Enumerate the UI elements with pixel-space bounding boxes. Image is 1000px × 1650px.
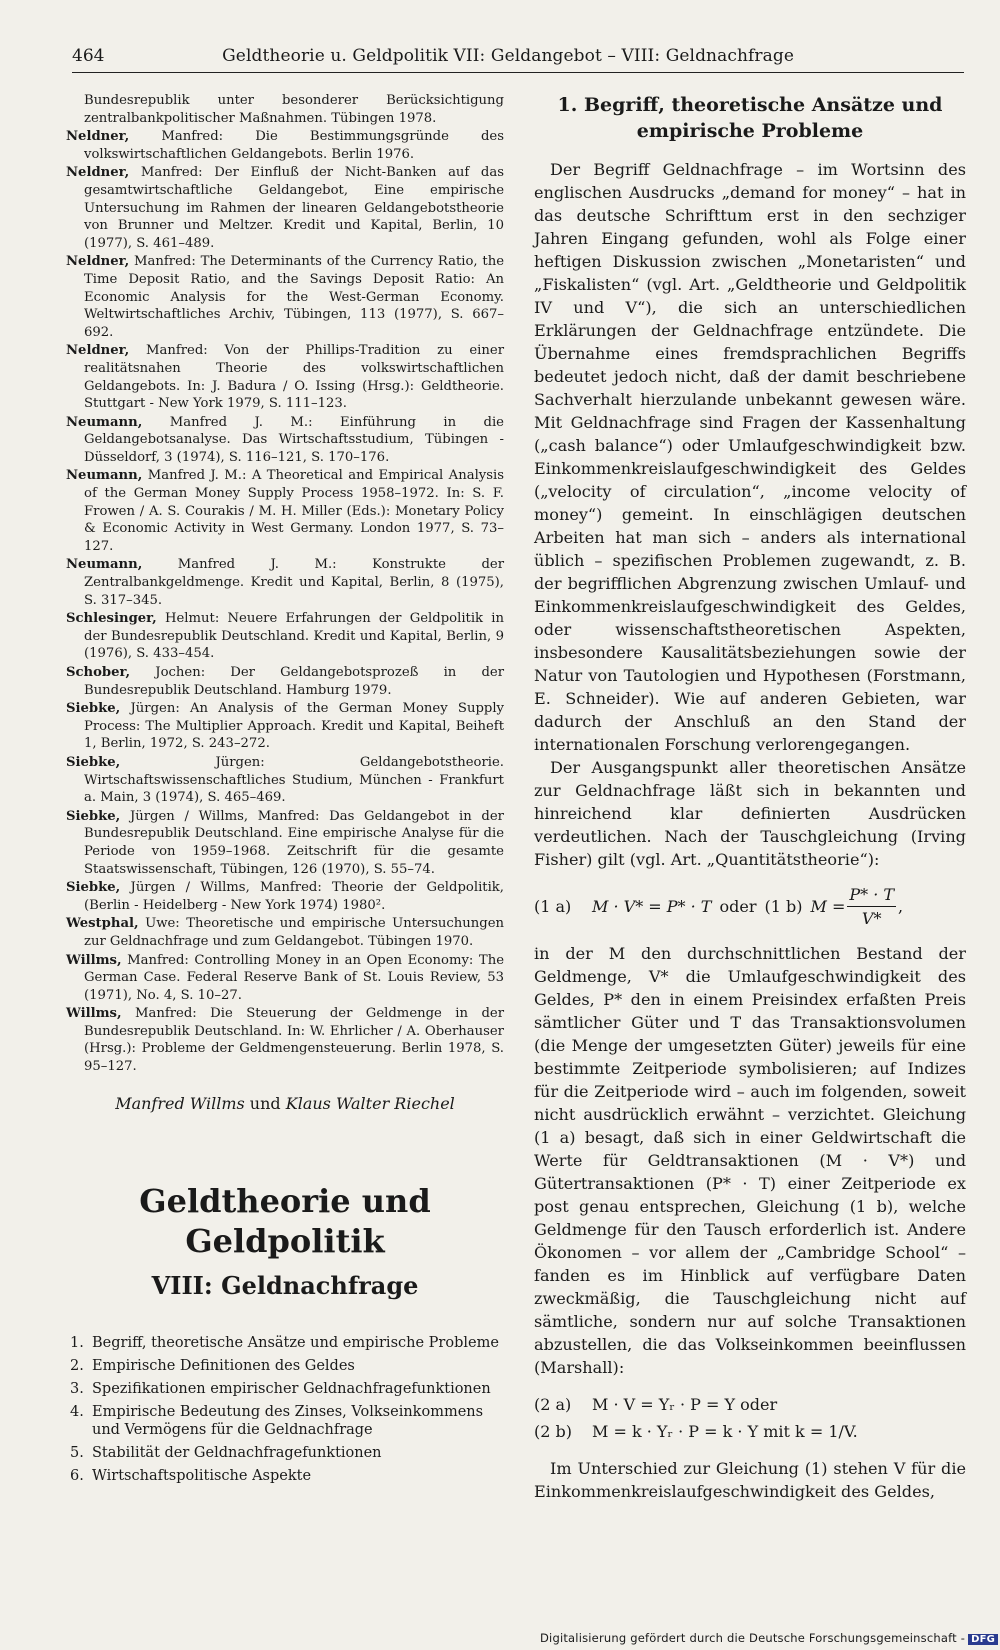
right-column <box>534 92 966 1503</box>
reference-entry <box>66 253 504 341</box>
reference-author: Neldner, <box>66 165 130 181</box>
reference-entry <box>66 342 504 412</box>
reference-list <box>66 92 504 1076</box>
reference-text: Manfred: Controlling Money in an Open Economy: The German Case. Federal Reserve Bank of St. Louis Review, 53 (1971), No. 4, S. 10–27. <box>84 952 504 1003</box>
reference-text: Manfred: Von der Phillips-Tradition zu einer realitätsnahen Theorie des volkswirtschaftlichen Geldangebots. In: J. Badura / O. Issing (Hrsg.): Geldtheorie. Stuttgart - New York 1979, S. 111–123. <box>84 343 504 412</box>
paragraph: Der Begriff Geldnachfrage – im Wortsinn des englischen Ausdrucks „demand for money“ – hat in das deutsche Schrifttum erst in den sechziger Jahren Eingang gefunden, wohl als Folge einer heftigen Diskussion zwischen „Monetaristen“ und „Fiskalisten“ (vgl. Art. „Geldtheorie und Geldpolitik IV und V“), die sich an unterschiedlichen Erklärungen der Geldnachfrage entzündete. Die Übernahme eines fremdsprachlichen Begriffs bedeutet jedoch nicht, daß der damit beschriebene Sachverhalt hierzulande unbekannt gewesen wäre. Mit Geldnachfrage sind Fragen der Kassenhaltung („cash balance“) oder Umlaufgeschwindigkeit bzw. Einkommenkreislaufgeschwindigkeit des Geldes („velocity of circulation“, „income velocity of money“) gemeint. In einschlägigen deutschen Arbeiten hat man sich – anders als international üblich – spezifischen Problemen zugewandt, z. B. der begrifflichen Abgrenzung zwischen Umlauf- und Einkommenkreislaufgeschwindigkeit des Geldes, oder wissenschaftstheoretischen Aspekten, insbesondere Kausalitätsbeziehungen sowie der Natur von Tautologien und Hypothesen (Forstmann, E. Schneider). Wie auf anderen Gebieten, war dadurch der Anschluß an den Stand der internationalen Forschung verlorengegangen. <box>534 160 966 754</box>
reference-text: Manfred J. M.: Konstrukte der Zentralbankgeldmenge. Kredit und Kapital, Berlin, 8 (1975), S. 317–345. <box>84 557 504 608</box>
reference-text: Jochen: Der Geldangebotsprozeß in der Bundesrepublik Deutschland. Hamburg 1979. <box>84 665 504 698</box>
table-of-contents <box>66 1334 504 1485</box>
toc-item: 3. Spezifikationen empirischer Geldnachfragefunktionen <box>70 1380 491 1397</box>
reference-text: Jürgen / Willms, Manfred: Das Geldangebot in der Bundesrepublik Deutschland. Eine empirische Analyse für die Periode von 1959–1968. Zeitschrift für die gesamte Staatswissenschaft, Tübingen, 126 (1970), S. 55–74. <box>84 808 504 877</box>
reference-author: Neldner, <box>66 254 130 270</box>
toc-item: 6. Wirtschaftspolitische Aspekte <box>70 1467 312 1484</box>
reference-entry <box>66 952 504 1005</box>
reference-text: Bundesrepublik unter besonderer Berücksichtigung zentralbankpolitischer Maßnahmen. Tübingen 1978. <box>84 93 504 126</box>
reference-text: Uwe: Theoretische und empirische Untersuchungen zur Geldnachfrage und zum Geldangebot. Tübingen 1970. <box>84 916 504 949</box>
reference-author: Siebke, <box>66 880 121 896</box>
paragraph: Im Unterschied zur Gleichung (1) stehen V für die Einkommenkreislaufgeschwindigkeit des Geldes, <box>534 1459 966 1501</box>
reference-author: Neldner, <box>66 129 130 145</box>
reference-author: Neumann, <box>66 557 143 573</box>
equation-2a: (2 a) M · V = Yᵣ · P = Y oder <box>534 1395 778 1414</box>
reference-text: Jürgen: Geldangebotstheorie. Wirtschaftswissenschaftliches Studium, München - Frankfurt a. Main, 3 (1974), S. 465–469. <box>84 754 504 806</box>
reference-author: Willms, <box>66 1006 122 1022</box>
toc-item: 5. Stabilität der Geldnachfragefunktionen <box>70 1444 382 1461</box>
reference-entry <box>66 467 504 555</box>
paragraph: Der Ausgangspunkt aller theoretischen Ansätze zur Geldnachfrage läßt sich in bekannten und hinreichend klar definierten Ausdrücken verdeutlichen. Nach der Tauschgleichung (Irving Fisher) gilt (vgl. Art. „Quantitätstheorie“): <box>534 758 966 869</box>
fraction: $\frac{P* \cdot T}{V*}$ <box>849 885 895 928</box>
reference-entry <box>66 664 504 699</box>
toc-item: 1. Begriff, theoretische Ansätze und empirische Probleme <box>70 1334 499 1351</box>
reference-text: Manfred: Der Einfluß der Nicht-Banken auf das gesamtwirtschaftliche Geldangebot, Eine empirische Untersuchung im Rahmen der linearen Geldangebotstheorie von Brunner und Meltzer. Kredit und Kapital, Berlin, 10 (1977), S. 461–489. <box>84 165 504 251</box>
reference-entry <box>66 414 504 467</box>
toc-item: 2. Empirische Definitionen des Geldes <box>70 1357 355 1374</box>
reference-author: Schlesinger, <box>66 611 157 627</box>
reference-entry <box>66 700 504 753</box>
section-heading: 1. Begriff, theoretische Ansätze und empirische Probleme <box>557 94 943 142</box>
paragraph: in der M den durchschnittlichen Bestand der Geldmenge, V* die Umlaufgeschwindigkeit des Geldes, P* den in einem Preisindex erfaßten Preis sämtlicher Güter und T das Transaktionsvolumen (die Menge der umgesetzten Güter) jeweils für eine bestimmte Zeitperiode symbolisieren; auf Indizes für die Zeitperiode wird – auch im folgenden, soweit nicht ausdrücklich erwähnt – verzichtet. Gleichung (1 a) besagt, daß sich in einer Geldwirtschaft die Werte für Geldtransaktionen (M · V*) und Gütertransaktionen (P* · T) einer Zeitperiode ex post genau entsprechen, Gleichung (1 b), welche Geldmenge für den Tausch erforderlich ist. Andere Ökonomen – vor allem der „Cambridge School“ – fanden es im Hinblick auf verfügbare Daten zweckmäßig, die Tauschgleichung nicht auf sämtliche, sondern nur auf solche Transaktionen abzustellen, die das Volkseinkommen beeinflussen (Marshall): <box>534 944 966 1377</box>
reference-entry <box>66 556 504 609</box>
reference-entry <box>66 1005 504 1075</box>
reference-entry <box>66 128 504 163</box>
left-column <box>66 92 504 1490</box>
page-number: 464 <box>72 46 105 66</box>
toc-item: 4. Empirische Bedeutung des Zinses, Volkseinkommens und Vermögens für die Geldnachfrage <box>70 1403 484 1438</box>
equation-1: (1 a) M · V* = P* · T oder (1 b) M = $\frac{P* \cdot T}{V*}$ , <box>534 885 904 928</box>
reference-text: Manfred J. M.: Einführung in die Geldangebotsanalyse. Das Wirtschaftsstudium, Tübingen - Düsseldorf, 3 (1974), S. 116–121, S. 170–176. <box>84 414 504 465</box>
reference-entry <box>66 92 504 127</box>
reference-author: Neumann, <box>66 468 143 484</box>
running-title: Geldtheorie u. Geldpolitik VII: Geldangebot – VIII: Geldnachfrage <box>222 46 794 66</box>
reference-author: Siebke, <box>66 754 121 770</box>
reference-author: Westphal, <box>66 916 139 932</box>
section-body <box>534 158 966 1503</box>
article-title: Geldtheorie und Geldpolitik <box>139 1181 431 1260</box>
reference-author: Schober, <box>66 665 131 680</box>
reference-text: Manfred: The Determinants of the Currency Ratio, the Time Deposit Ratio, and the Savings Deposit Ratio: An Economic Analysis for the West-German Economy. Weltwirtschaftliches Archiv, Tübingen, 113 (1977), S. 667–692. <box>84 254 504 340</box>
article-subtitle: VIII: Geldnachfrage <box>151 1270 419 1300</box>
reference-entry <box>66 164 504 252</box>
reference-text: Jürgen / Willms, Manfred: Theorie der Geldpolitik, (Berlin - Heidelberg - New York 1974) 1980². <box>84 880 504 913</box>
dfg-logo: DFG <box>968 1634 998 1645</box>
equation-2b: (2 b) M = k · Yᵣ · P = k · Y mit k = 1/V. <box>534 1422 858 1441</box>
reference-author: Neldner, <box>66 343 130 359</box>
reference-text: Helmut: Neuere Erfahrungen der Geldpolitik in der Bundesrepublik Deutschland. Kredit und Kapital, Berlin, 9 (1976), S. 433–454. <box>84 611 504 662</box>
reference-entry <box>66 808 504 878</box>
footer-credit: Digitalisierung gefördert durch die Deutsche Forschungsgemeinschaft - DFG <box>540 1631 998 1645</box>
reference-entry <box>66 610 504 663</box>
reference-text: Manfred: Die Bestimmungsgründe des volkswirtschaftlichen Geldangebots. Berlin 1976. <box>84 129 504 162</box>
reference-entry <box>66 754 504 807</box>
page-header <box>72 42 964 73</box>
reference-author: Siebke, <box>66 808 121 824</box>
reference-author: Neumann, <box>66 414 143 430</box>
reference-text: Manfred: Die Steuerung der Geldmenge in der Bundesrepublik Deutschland. In: W. Ehrlicher / A. Oberhauser (Hrsg.): Probleme der Geldmengensteuerung. Berlin 1978, S. 95–127. <box>84 1006 504 1075</box>
reference-entry <box>66 915 504 950</box>
reference-author: Willms, <box>66 952 122 968</box>
reference-text: Manfred J. M.: A Theoretical and Empirical Analysis of the German Money Supply Process 1958–1972. In: S. F. Frowen / A. S. Courakis / M. H. Miller (Eds.): Monetary Policy & Economic Activity in West Germany. London 1977, S. 73–127. <box>84 468 504 554</box>
reference-entry <box>66 879 504 914</box>
article-authors: Manfred Willms und Klaus Walter Riechel <box>115 1093 455 1113</box>
reference-author: Siebke, <box>66 701 121 717</box>
reference-text: Jürgen: An Analysis of the German Money Supply Process: The Multiplier Approach. Kredit und Kapital, Beiheft 1, Berlin, 1972, S. 243–272. <box>84 701 504 752</box>
